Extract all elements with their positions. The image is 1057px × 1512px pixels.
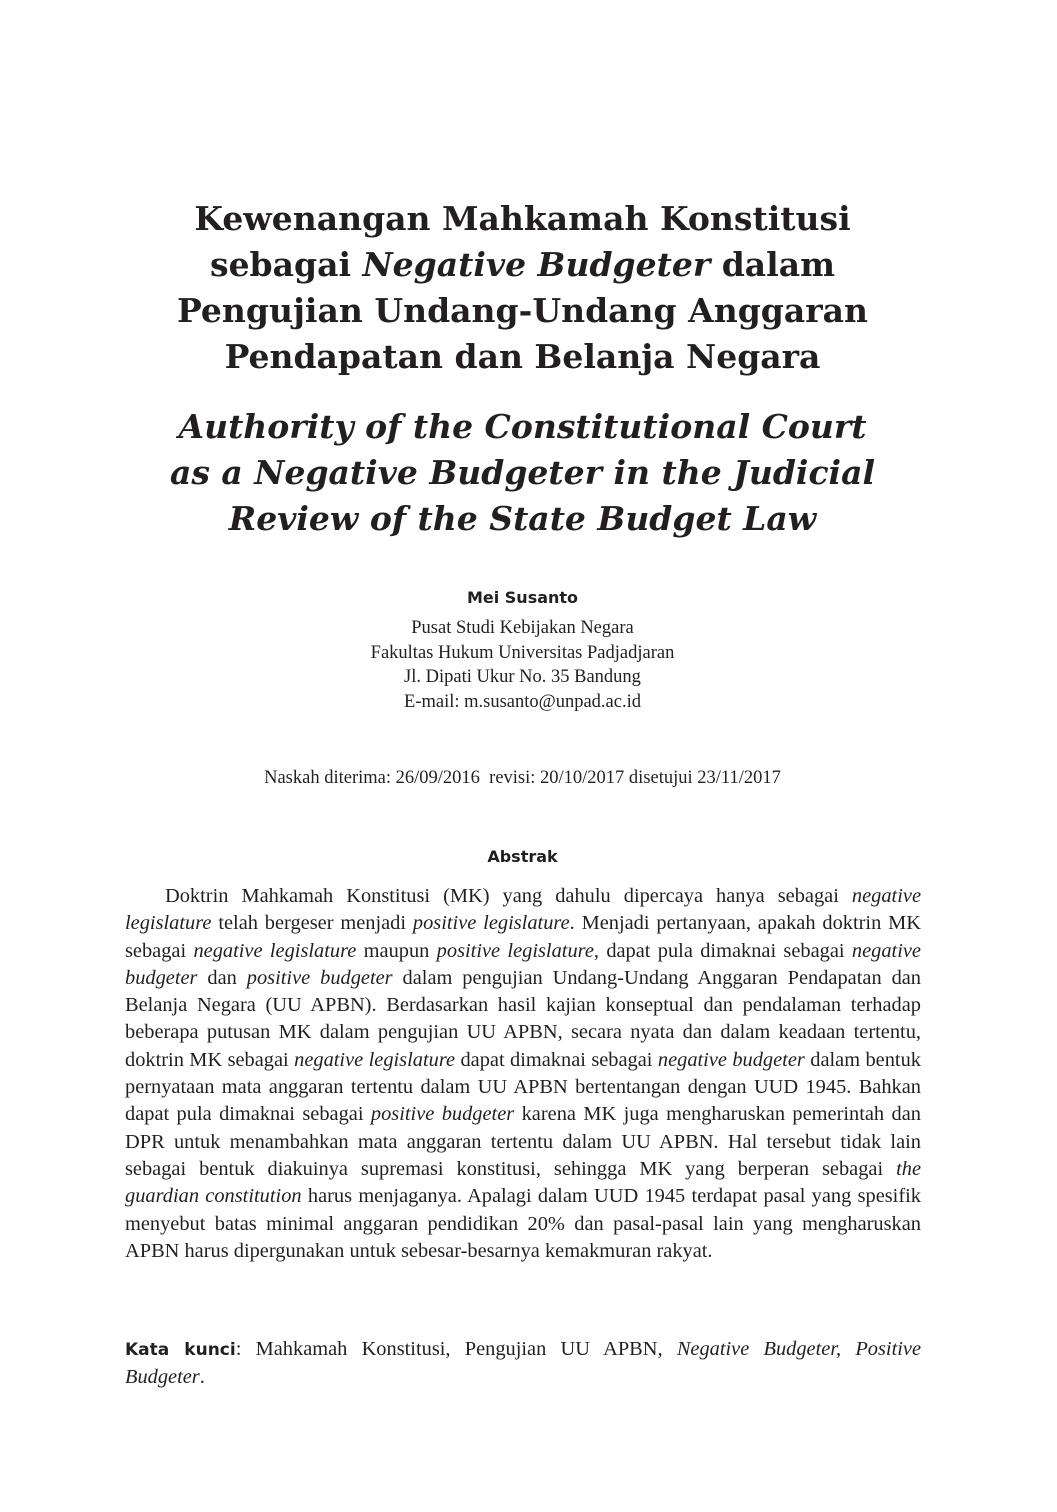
title-id-line-4: Pendapatan dan Belanja Negara bbox=[224, 337, 821, 376]
keywords-italic: Negative Budgeter, Positive Budgeter bbox=[125, 1338, 922, 1389]
abstract-text-run: harus menjaganya. Apalagi dalam UUD 1945 terdapat pasal yang spesifik menyebut batas minimal anggaran pendidikan 20% dan pasal-pasal lain yang mengharuskan APBN harus dipergunakan untuk sebesar-besarnya kemakmuran rakyat. bbox=[125, 1185, 922, 1262]
title-id-line-2 bbox=[100, 242, 945, 288]
submission-dates: Naskah diterima: 26/09/2016 revisi: 20/10/2017 disetujui 23/11/2017 bbox=[264, 768, 781, 788]
keywords-separator: : bbox=[235, 1338, 256, 1360]
author-name: Mei Susanto bbox=[466, 588, 579, 607]
keywords-label: Kata kunci bbox=[125, 1340, 236, 1360]
affiliation-line: Fakultas Hukum Universitas Padjadjaran bbox=[370, 642, 675, 663]
affiliation-line: Jl. Dipati Ukur No. 35 Bandung bbox=[404, 667, 641, 687]
abstract-text-run: dapat dimaknai sebagai bbox=[455, 1048, 658, 1071]
author-email: E-mail: m.susanto@unpad.ac.id bbox=[404, 691, 641, 712]
title-id-line-2-italic: Negative Budgeter bbox=[362, 245, 711, 284]
abstract-italic-term: positive legislature bbox=[412, 912, 570, 935]
abstract-text-run: . Menjadi pertanyaan, apakah doktrin MK sebagai bbox=[125, 912, 921, 962]
title-indonesian bbox=[100, 196, 945, 380]
affiliation-line: Pusat Studi Kebijakan Negara bbox=[411, 618, 634, 638]
keywords-end: . bbox=[199, 1366, 205, 1389]
abstract-text-run: karena MK juga mengharuskan pemerintah dan DPR untuk menambahkan mata anggaran tertentu dalam UU APBN. Hal tersebut tidak lain sebagai bentuk diakuinya supremasi konstitusi, sehingga MK yang berperan sebagai bbox=[125, 1103, 921, 1180]
abstract-italic-term: negative budgeter bbox=[125, 939, 921, 989]
abstract-italic-term: positive legislature bbox=[436, 939, 594, 962]
abstract-text-run: maupun bbox=[356, 939, 437, 962]
title-id-line-3: Pengujian Undang-Undang Anggaran bbox=[177, 291, 868, 330]
abstract-text-run: , dapat pula dimaknai sebagai bbox=[593, 939, 852, 962]
abstract-italic-term: the guardian constitution bbox=[125, 1157, 921, 1208]
abstract-body bbox=[125, 883, 921, 1265]
abstract-italic-term: positive budgeter bbox=[370, 1103, 515, 1126]
abstract-italic-term: negative legislature bbox=[193, 939, 357, 962]
title-id-line-2-b: dalam bbox=[710, 245, 835, 284]
title-en-line-2: as a Negative Budgeter in the Judicial bbox=[169, 453, 876, 492]
title-en-line-3: Review of the State Budget Law bbox=[228, 499, 817, 538]
author-block bbox=[100, 586, 945, 714]
abstract-italic-term: negative legislature bbox=[125, 885, 921, 935]
abstract-heading: Abstrak bbox=[487, 847, 558, 866]
abstract-text-run: dalam bentuk pernyataan mata anggaran tertentu dalam UU APBN bertentangan dengan UUD 1945. Bahkan dapat pula dimaknai sebagai bbox=[125, 1048, 921, 1126]
title-id-line-2-a: sebagai bbox=[209, 245, 363, 284]
title-en-line-1: Authority of the Constitutional Court bbox=[178, 407, 867, 446]
abstract-italic-term: positive budgeter bbox=[246, 966, 393, 989]
keywords bbox=[125, 1336, 921, 1392]
title-english bbox=[100, 404, 945, 542]
abstract-text-run: dan bbox=[197, 966, 247, 989]
abstract-text-run: dalam pengujian Undang-Undang Anggaran Pendapatan dan Belanja Negara (UU APBN). Berdasarkan hasil kajian konseptual dan pendalaman terhadap beberapa putusan MK dalam pengujian UU APBN, secara nyata dan dalam keadaan tertentu, doktrin MK sebagai bbox=[125, 966, 922, 1071]
title-id-line-1: Kewenangan Mahkamah Konstitusi bbox=[194, 199, 851, 238]
abstract-italic-term: negative budgeter bbox=[657, 1048, 805, 1071]
abstract-italic-term: negative legislature bbox=[294, 1048, 456, 1071]
abstract-text-run: telah bergeser menjadi bbox=[211, 912, 413, 935]
abstract-text-run: Doktrin Mahkamah Konstitusi (MK) yang dahulu dipercaya hanya sebagai bbox=[165, 885, 852, 907]
keywords-plain: Mahkamah Konstitusi, Pengujian UU APBN, bbox=[255, 1338, 677, 1360]
